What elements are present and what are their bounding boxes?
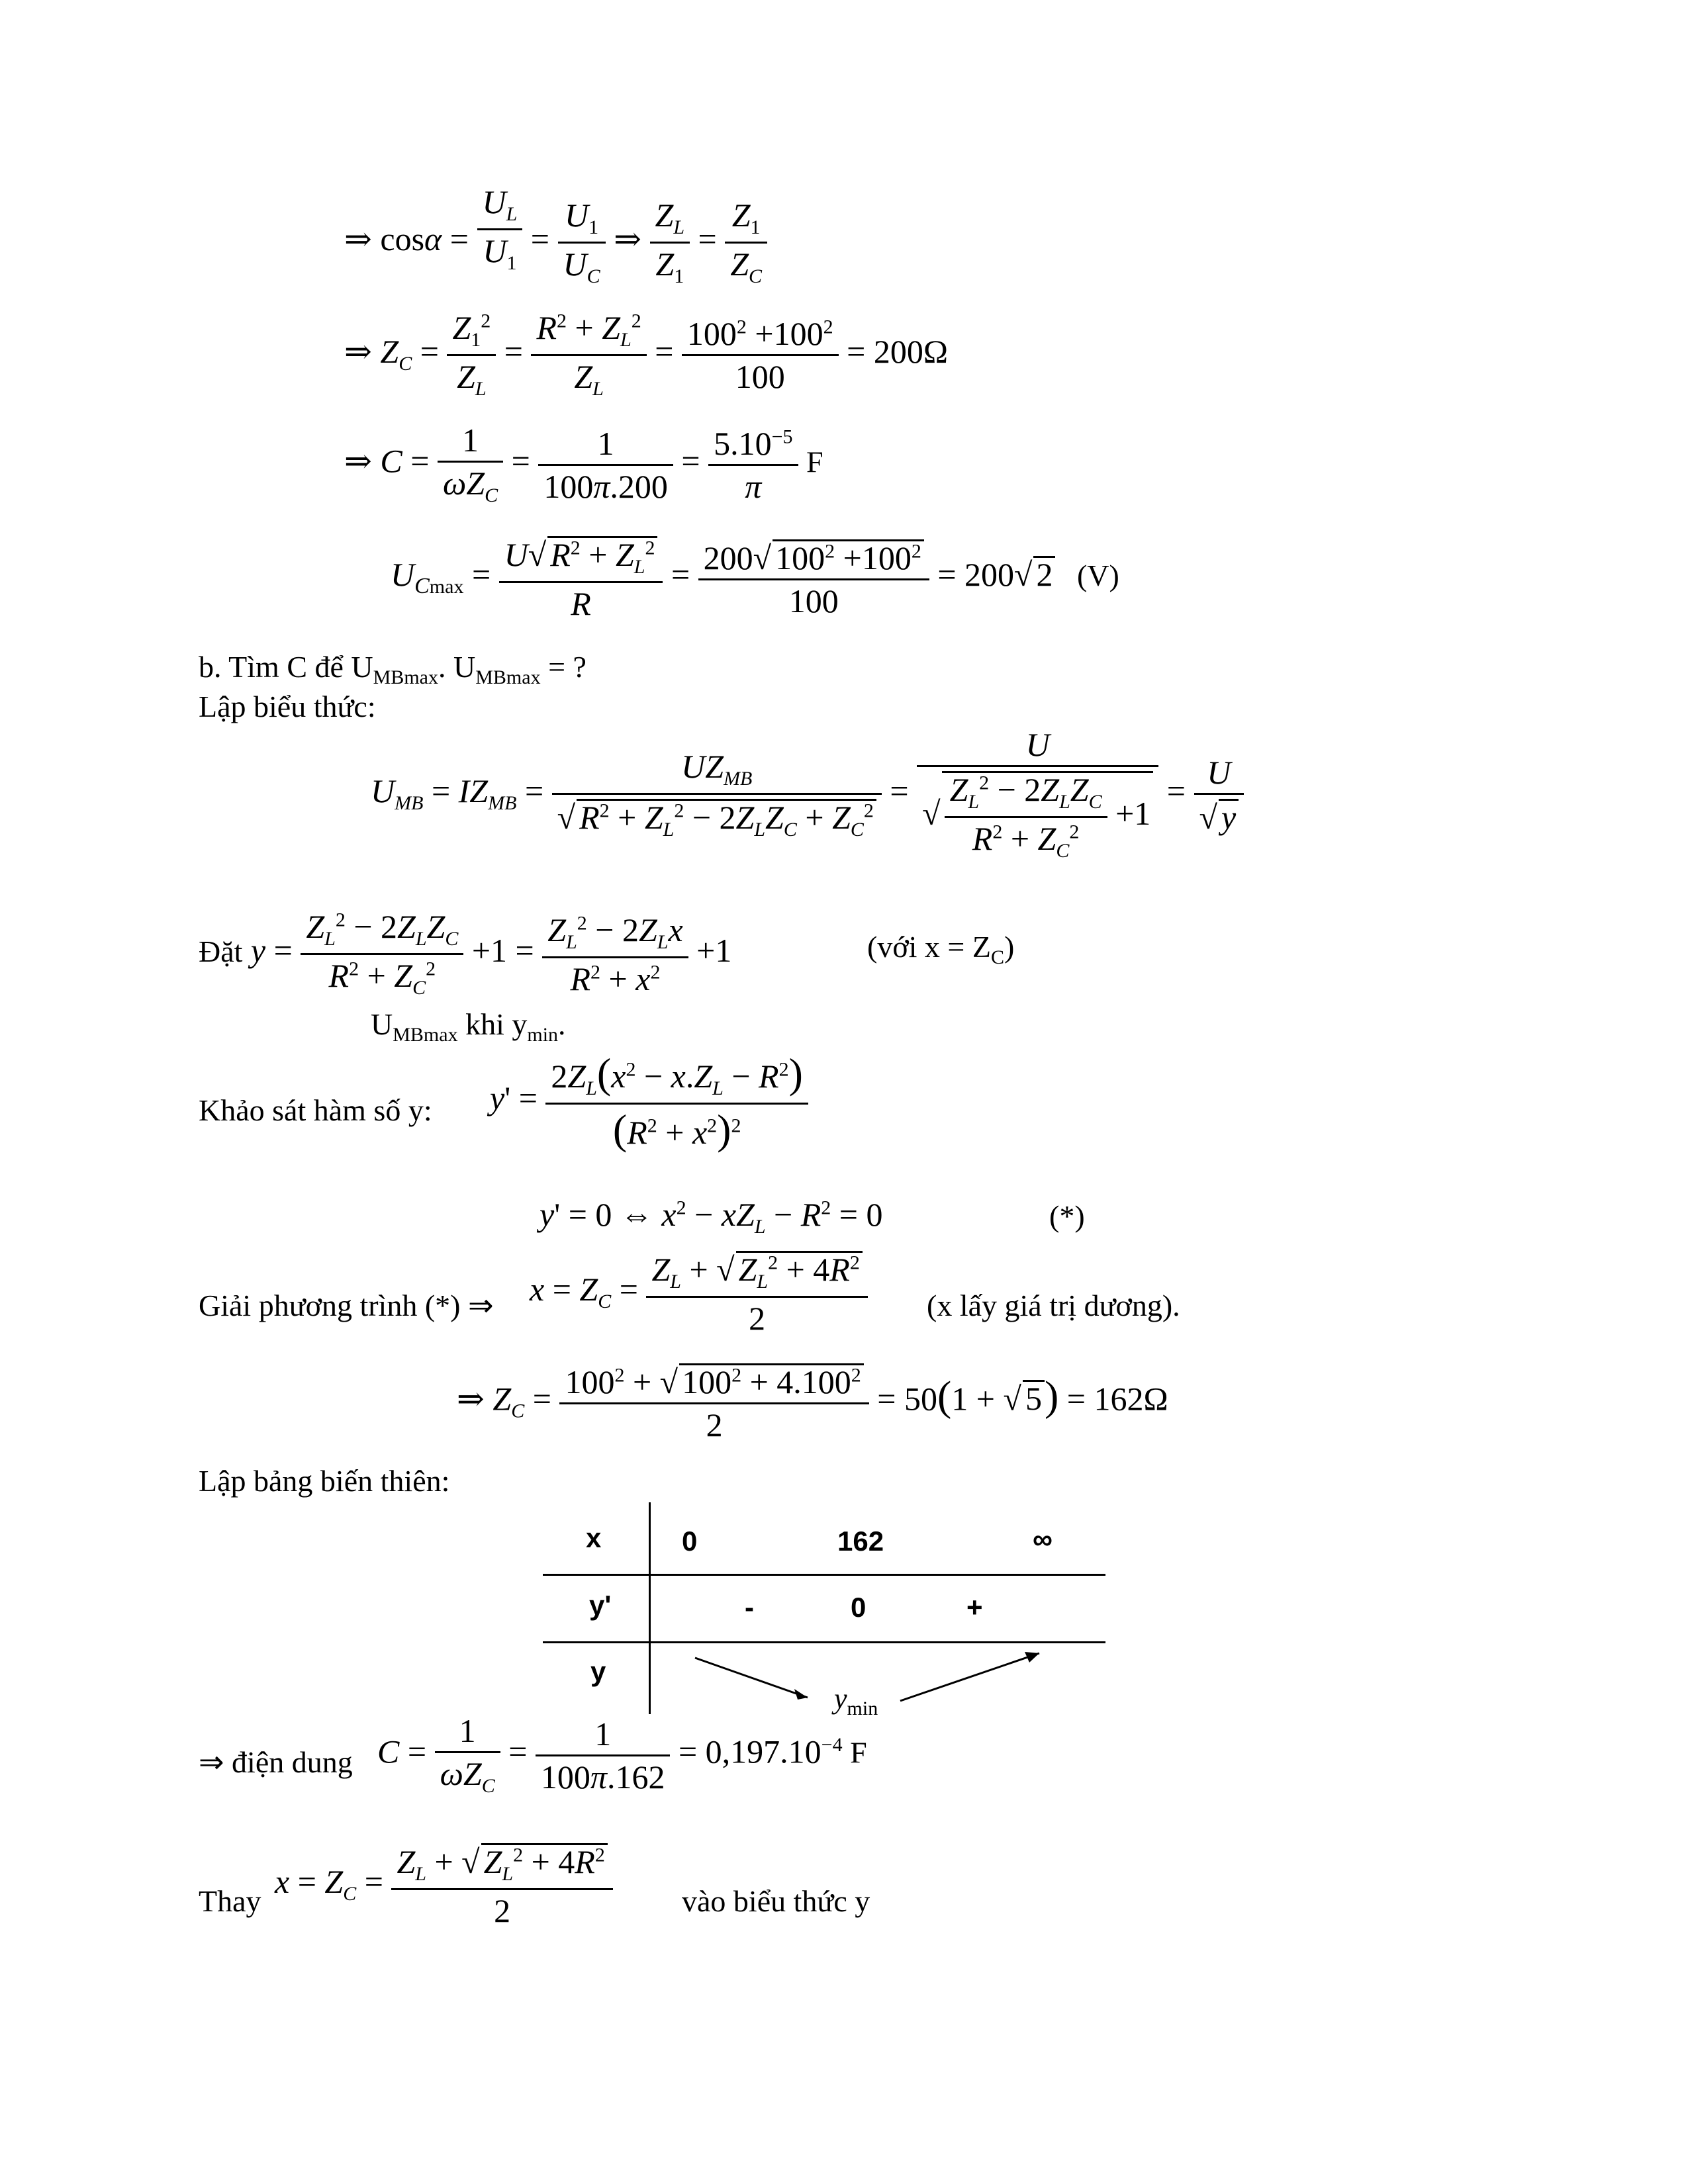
table-label-yprime: y'	[589, 1590, 612, 1621]
equation-zc-value: ⇒ $Z_C$ = $\frac{100^2 + √ 100^2 + 4.100^2}{2}$ = 50(1 + √ 5) = 162Ω	[457, 1363, 1168, 1443]
equation-c: ⇒ C = $\frac{1}{\omega Z_C}$ = $\frac{1}{100\pi.200}$ = $\frac{5.10^{-5}}{\pi}$ F	[344, 422, 823, 506]
star-label: (*)	[1049, 1199, 1085, 1233]
equation-capacitance: C = $\frac{1}{\omega Z_C}$ = $\frac{1}{100\pi.162}$ = $0,197.10^{-4}$ F	[377, 1712, 867, 1797]
thay-end: vào biểu thức y	[682, 1884, 870, 1918]
arrow-up	[900, 1653, 1039, 1701]
equation-umb: $U_{MB} = IZ_{MB}$ = $\frac{UZ_{MB}}{√ R^2 + Z_L^2 - 2Z_LZ_C + Z_C^2}$ = U √ $\frac{Z_L^2 - 2Z_LZ_C}{R^2 + Z_C^2}$ +1 = $\frac{U}{√ y}$	[371, 728, 1244, 861]
arrow-down-head	[794, 1689, 808, 1700]
table-x-inf: ∞	[1033, 1524, 1053, 1555]
table-x-0: 0	[682, 1525, 698, 1557]
equation-ucmax: $U_{Cmax}$ = $\frac{U√ R^2 + Z_L^2}{R}$ = $\frac{200√ 100^2 +100^2}{100}$ = 200√ 2 (V)	[391, 536, 1119, 622]
khao-sat-label: Khảo sát hàm số y:	[199, 1093, 432, 1127]
part-b-heading: b. Tìm C để $U_{MBmax}$. $U_{MBmax}$ = ?	[199, 650, 586, 689]
c-unit: F	[806, 445, 823, 479]
lap-bieu-thuc-label: Lập biểu thức:	[199, 690, 376, 723]
equation-cos-alpha: ⇒ cosα = $\frac{U_L}{U_1}$ = $\frac{U_1}{U_C}$ ⇒ $\frac{Z_L}{Z_1}$ = $\frac{Z_1}{Z_C}$	[344, 199, 767, 287]
voi-note: (với $x = Z_C$)	[867, 930, 1015, 969]
lap-bang-label: Lập bảng biến thiên:	[199, 1464, 450, 1498]
table-label-x: x	[586, 1522, 602, 1553]
ucmax-unit: (V)	[1076, 558, 1119, 592]
table-yp-zero: 0	[851, 1592, 867, 1623]
variation-table	[543, 1502, 1105, 1719]
equation-zc: ⇒ $Z_C$ = $\frac{Z_1^2}{Z_L}$ = $\frac{R^2 + Z_L^2}{Z_L}$ = $\frac{100^2 +100^2}{100}$ = 200Ω	[344, 309, 948, 400]
equation-derivative: y' = $\frac{2Z_L(x^2 - x.Z_L - R^2)}{(R^2 + x^2)^2}$	[490, 1052, 808, 1151]
table-arrows	[543, 1502, 1105, 1714]
giai-note: (x lấy giá trị dương).	[927, 1289, 1180, 1322]
zc-result: 200Ω	[873, 332, 948, 370]
equation-root: $x = Z_C$ = $\frac{Z_L + √ Z_L^2 + 4R^2}{2}$	[530, 1251, 868, 1335]
arrow-down	[695, 1658, 808, 1698]
equation-substitute: $x = Z_C$ = $\frac{Z_L + √ Z_L^2 + 4R^2}{2}$	[275, 1843, 613, 1927]
thay-label: Thay	[199, 1884, 261, 1918]
table-label-y: y	[590, 1656, 606, 1687]
table-yp-minus: -	[745, 1592, 754, 1623]
dien-dung-label: ⇒ điện dung	[199, 1745, 353, 1779]
umbmax-note: $U_{MBmax}$ khi $y_{min}$.	[371, 1007, 566, 1046]
table-y-min: $y_{min}$	[834, 1682, 878, 1719]
table-x-162: 162	[837, 1525, 884, 1557]
equation-y-def: Đặt y = $\frac{Z_L^2 - 2Z_LZ_C}{R^2 + Z_C^2}$ +1 = $\frac{Z_L^2 - 2Z_Lx}{R^2 + x^2}$ +1	[199, 908, 732, 999]
giai-label: Giải phương trình (*) ⇒	[199, 1289, 494, 1322]
equation-zero-cond: y' = 0 ⇔ $x^2 - xZ_L - R^2 = 0$	[539, 1196, 883, 1238]
table-yp-plus: +	[966, 1592, 983, 1623]
